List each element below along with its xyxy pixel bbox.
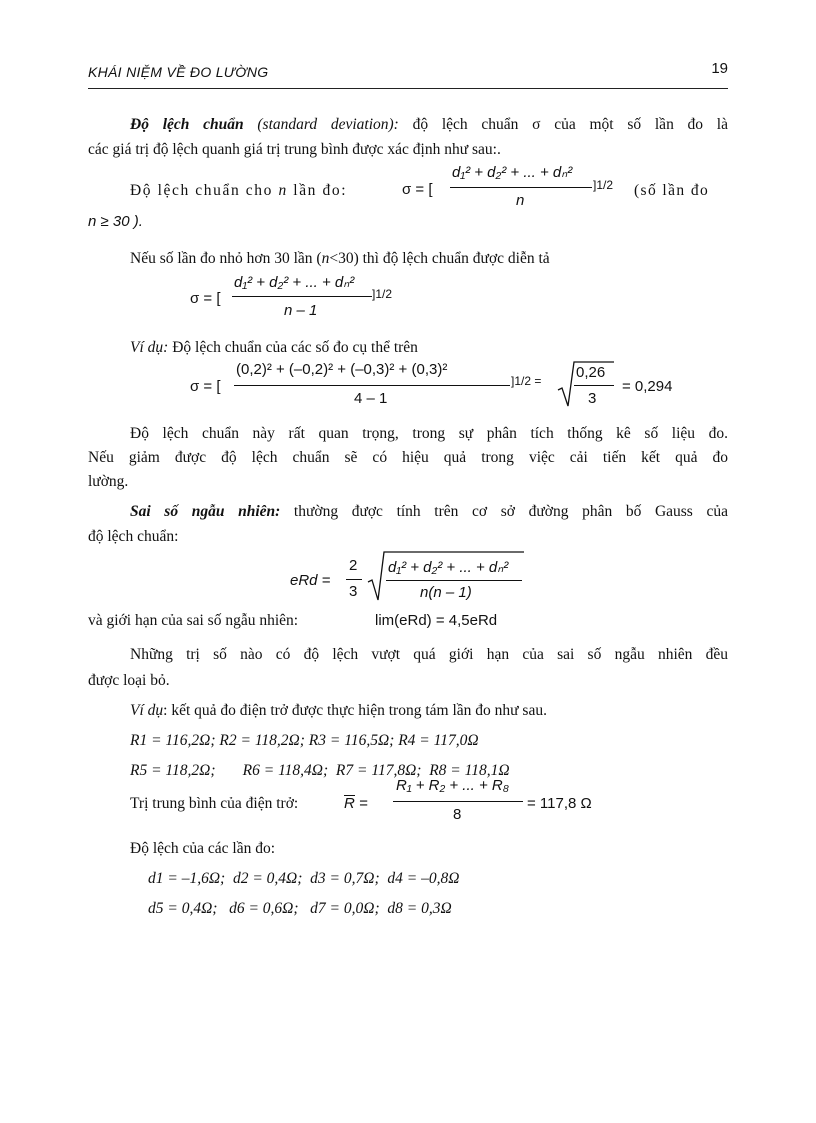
sigma-eq-3: σ = [ — [190, 378, 221, 395]
chapter-title: KHÁI NIỆM VỀ ĐO LƯỜNG — [88, 64, 269, 80]
formula1-numerator: d₁² + d₂² + ... + dₙ² — [452, 164, 573, 181]
deviation-row2: d5 = 0,4Ω; d6 = 0,6Ω; d7 = 0,0Ω; d8 = 0,3Ω — [148, 900, 452, 917]
erd-coef-num: 2 — [349, 557, 358, 574]
example1-text: Độ lệch chuẩn của các số đo cụ thể trên — [168, 339, 418, 356]
erd-root-denominator: n(n – 1) — [420, 584, 472, 601]
formula1-power: ]1/2 — [593, 178, 614, 192]
para6-line1: Những trị số nào có độ lệch vượt quá giới hạn của sai số ngẫu nhiên đều — [130, 646, 728, 663]
root1-denominator: 3 — [588, 390, 597, 407]
term-std-dev-en: (standard deviation): — [243, 116, 399, 133]
limit-text: và giới hạn của sai số ngẫu nhiên: — [88, 612, 299, 629]
mean-numerator: R₁ + R₂ + ... + R₈ — [396, 777, 510, 794]
para3-text1: Nếu số lần đo nhỏ hơn 30 lần ( — [130, 250, 322, 267]
formula3-denominator: 4 – 1 — [354, 390, 388, 407]
para2-note2: n ≥ 30 ). — [88, 213, 143, 230]
para5-text1: thường được tính trên cơ sở đường phân bố Gauss của — [280, 503, 728, 520]
mean-lhs: R = — [344, 795, 368, 812]
limit-eq: lim(eRd) = 4,5eRd — [375, 612, 498, 629]
para5-line2: độ lệch chuẩn: — [88, 528, 179, 545]
erd-coef-bar — [346, 579, 362, 580]
page-number: 19 — [711, 60, 728, 77]
para1-line1 — [130, 115, 728, 135]
mean-fraction-bar — [393, 801, 523, 802]
mean-denominator: 8 — [453, 806, 462, 823]
para6-line2: được loại bỏ. — [88, 672, 170, 689]
example1-label: Ví dụ: — [130, 339, 169, 356]
para4-line2: Nếu giảm được độ lệch chuẩn sẽ có hiệu quả trong việc cải tiến kết quả đo — [88, 449, 728, 466]
para4-line1: Độ lệch chuẩn này rất quan trọng, trong sự phân tích thống kê số liệu đo. — [130, 425, 728, 442]
para5-line1 — [130, 502, 728, 522]
para1-line2: các giá trị độ lệch quanh giá trị trung bình được xác định như sau:. — [88, 141, 501, 158]
page-header — [88, 60, 728, 89]
erd-lhs: eRd = — [290, 572, 331, 589]
root1-fraction-bar — [574, 385, 614, 386]
example2-line — [130, 701, 547, 721]
formula2-denominator: n – 1 — [284, 302, 318, 319]
para2-n: n — [278, 182, 288, 199]
example2-text: : kết quả đo điện trở được thực hiện trong tám lần đo như sau. — [163, 702, 547, 719]
term-std-dev: Độ lệch chuẩn — [130, 116, 244, 133]
mean-text: Trị trung bình của điện trở: — [130, 795, 299, 812]
para2-lead2: lần đo: — [287, 182, 348, 199]
formula3-fraction-bar — [234, 385, 510, 386]
para3-line1 — [130, 249, 550, 269]
erd-coef-den: 3 — [349, 583, 358, 600]
para3-text2: <30) thì độ lệch chuẩn được diễn tả — [329, 250, 550, 267]
para2-note1: (số lần đo — [634, 182, 710, 199]
example2-label: Ví dụ — [130, 702, 164, 719]
example1-result: = 0,294 — [622, 378, 673, 395]
formula2-numerator: d₁² + d₂² + ... + dₙ² — [234, 274, 355, 291]
resistance-row1: R1 = 116,2Ω; R2 = 118,2Ω; R3 = 116,5Ω; R4 = 117,0Ω — [130, 732, 479, 749]
mean-result: = 117,8 Ω — [527, 795, 592, 812]
sigma-eq-2: σ = [ — [190, 290, 221, 307]
erd-root-bar — [386, 580, 522, 581]
formula1-fraction-bar — [450, 187, 592, 188]
formula3-power: ]1/2 = — [511, 374, 542, 388]
formula3-numerator: (0,2)² + (–0,2)² + (–0,3)² + (0,3)² — [236, 361, 448, 378]
formula2-fraction-bar — [232, 296, 372, 297]
sigma-eq-1: σ = [ — [402, 181, 433, 198]
formula2-power: ]1/2 — [372, 287, 393, 301]
deviation-text: Độ lệch của các lần đo: — [130, 840, 276, 857]
term-random-error: Sai số ngẫu nhiên: — [130, 503, 281, 520]
resistance-row2: R5 = 118,2Ω; R6 = 118,4Ω; R7 = 117,8Ω; R8 = 118,1Ω — [130, 762, 510, 779]
para4-line3: lường. — [88, 473, 129, 490]
erd-root-numerator: d₁² + d₂² + ... + dₙ² — [388, 559, 509, 576]
example1-line — [130, 338, 418, 358]
formula1-denominator: n — [516, 192, 525, 209]
para3-cond: n — [321, 250, 330, 267]
root1-numerator: 0,26 — [576, 364, 606, 381]
para1-text1: độ lệch chuẩn σ của một số lần đo là — [398, 116, 728, 133]
para2-lead-text: Độ lệch chuẩn cho — [130, 182, 279, 199]
para2-lead — [130, 181, 347, 201]
deviation-row1: d1 = –1,6Ω; d2 = 0,4Ω; d3 = 0,7Ω; d4 = –0,8Ω — [148, 870, 460, 887]
